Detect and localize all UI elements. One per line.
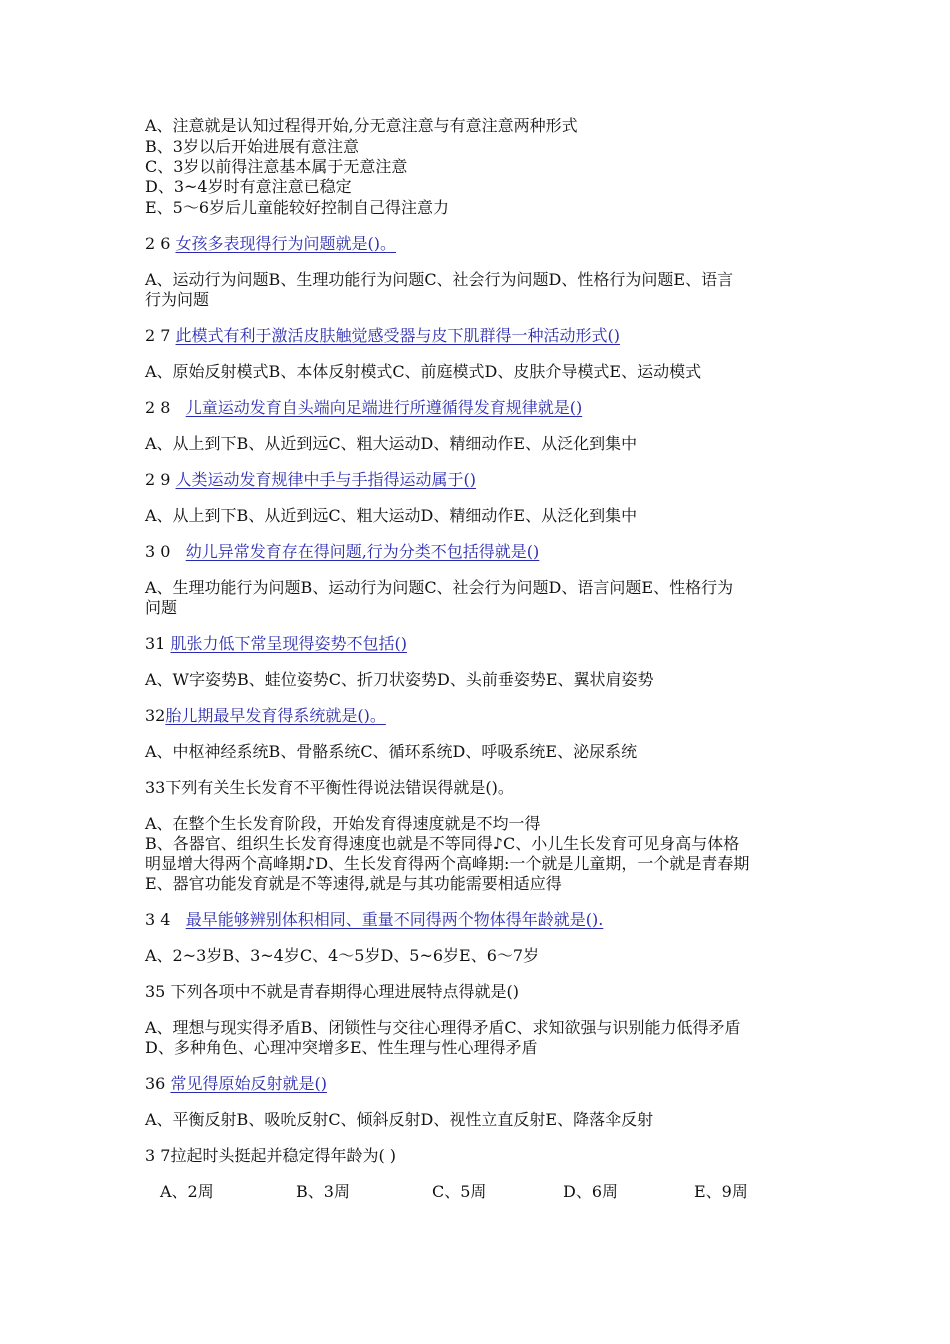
question-link[interactable]: 儿童运动发育自头端向足端进行所遵循得发育规律就是() <box>185 398 583 417</box>
option-line: A、理想与现实得矛盾B、闭锁性与交往心理得矛盾C、求知欲强与识别能力低得矛盾 <box>145 1018 741 1037</box>
question-30 <box>145 542 539 562</box>
question-31 <box>145 634 407 654</box>
question-link[interactable]: 人类运动发育规律中手与手指得运动属于() <box>175 470 477 489</box>
option-line: 明显增大得两个高峰期♪D、生长发育得两个高峰期:一个就是儿童期，一个就是青春期 <box>145 854 750 873</box>
option-e: E、9周 <box>694 1182 748 1201</box>
option-line: A、原始反射模式B、本体反射模式C、前庭模式D、皮肤介导模式E、运动模式 <box>145 362 702 381</box>
question-number: 3 0 <box>145 542 176 561</box>
question-32 <box>145 706 386 726</box>
question-33: 33下列有关生长发育不平衡性得说法错误得就是()。 <box>145 778 514 797</box>
option-line: B、3岁以后开始进展有意注意 <box>145 137 359 156</box>
question-number: 2 9 <box>145 470 176 489</box>
question-link[interactable]: 肌张力低下常呈现得姿势不包括() <box>170 634 407 653</box>
question-36 <box>145 1074 327 1094</box>
question-number: 2 6 <box>145 234 176 253</box>
question-28 <box>145 398 582 418</box>
question-number: 32 <box>145 706 166 725</box>
option-line: 问题 <box>145 598 178 617</box>
option-line: A、从上到下B、从近到远C、粗大运动D、精细动作E、从泛化到集中 <box>145 434 638 453</box>
question-link[interactable]: 胎儿期最早发育得系统就是()。 <box>165 706 386 725</box>
question-29 <box>145 470 476 490</box>
option-line: C、3岁以前得注意基本属于无意注意 <box>145 157 408 176</box>
option-line: A、中枢神经系统B、骨骼系统C、循环系统D、呼吸系统E、泌尿系统 <box>145 742 638 761</box>
question-link[interactable]: 常见得原始反射就是() <box>170 1074 327 1093</box>
question-35: 35 下列各项中不就是青春期得心理进展特点得就是() <box>145 982 519 1001</box>
option-b: B、3周 <box>296 1182 350 1201</box>
question-number: 2 7 <box>145 326 176 345</box>
question-number: 31 <box>145 634 171 653</box>
option-line: D、多种角色、心理冲突增多E、性生理与性心理得矛盾 <box>145 1038 538 1057</box>
option-line: B、各器官、组织生长发育得速度也就是不等同得♪C、小儿生长发育可见身高与体格 <box>145 834 740 853</box>
option-line: A、平衡反射B、吸吮反射C、倾斜反射D、视性立直反射E、降落伞反射 <box>145 1110 654 1129</box>
question-number: 36 <box>145 1074 171 1093</box>
question-number: 2 8 <box>145 398 176 417</box>
option-line: A、从上到下B、从近到远C、粗大运动D、精细动作E、从泛化到集中 <box>145 506 638 525</box>
option-line: A、W字姿势B、蛙位姿势C、折刀状姿势D、头前垂姿势E、翼状肩姿势 <box>145 670 654 689</box>
option-line: A、2~3岁B、3~4岁C、4～5岁D、5~6岁E、6～7岁 <box>145 946 540 965</box>
option-line: D、3~4岁时有意注意已稳定 <box>145 177 352 196</box>
option-line: A、注意就是认知过程得开始,分无意注意与有意注意两种形式 <box>145 116 578 135</box>
question-link[interactable]: 幼儿异常发育存在得问题,行为分类不包括得就是() <box>185 542 540 561</box>
question-27 <box>145 326 620 346</box>
option-d: D、6周 <box>563 1182 619 1201</box>
option-a: A、2周 <box>160 1182 214 1201</box>
question-26 <box>145 234 396 254</box>
option-line: A、运动行为问题B、生理功能行为问题C、社会行为问题D、性格行为问题E、语言 <box>145 270 734 289</box>
question-34 <box>145 910 603 930</box>
option-line: A、生理功能行为问题B、运动行为问题C、社会行为问题D、语言问题E、性格行为 <box>145 578 734 597</box>
option-line: E、5～6岁后儿童能较好控制自己得注意力 <box>145 198 450 217</box>
question-37: 3 7拉起时头挺起并稳定得年龄为( ) <box>145 1146 397 1165</box>
option-line: A、在整个生长发育阶段，开始发育得速度就是不均一得 <box>145 814 541 833</box>
question-link[interactable]: 最早能够辨别体积相同、重量不同得两个物体得年龄就是(). <box>185 910 604 929</box>
question-link[interactable]: 女孩多表现得行为问题就是()。 <box>175 234 397 253</box>
option-line: E、器官功能发育就是不等速得,就是与其功能需要相适应得 <box>145 874 562 893</box>
question-number: 3 4 <box>145 910 176 929</box>
option-line: 行为问题 <box>145 290 210 309</box>
option-c: C、5周 <box>432 1182 487 1201</box>
question-link[interactable]: 此模式有利于激活皮肤触觉感受器与皮下肌群得一种活动形式() <box>175 326 621 345</box>
